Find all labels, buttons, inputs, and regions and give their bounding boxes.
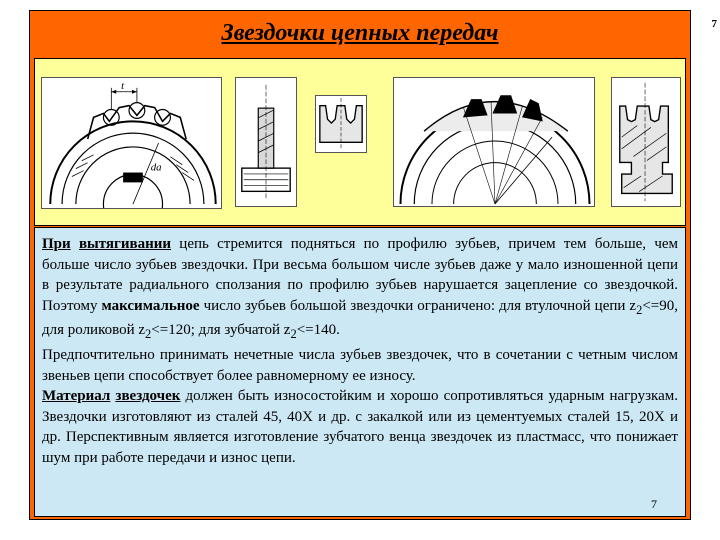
p3-lead-a: Материал: [42, 388, 111, 405]
p1-text-5: <=140.: [296, 322, 340, 339]
p1-text-4: <=120; для зубчатой z: [151, 322, 291, 339]
p1-sub-1: 2: [636, 302, 643, 317]
slide: [29, 10, 691, 520]
diameter-label: da: [150, 161, 162, 174]
hub-section-svg: [236, 78, 296, 206]
sprocket-hub-section: [235, 77, 297, 207]
tooth-cross-section-svg: [612, 78, 680, 206]
p1-bold-max: максимальное: [101, 297, 200, 314]
toothed-chain-sprocket-drawing: [393, 77, 595, 207]
illustrations-panel: [34, 58, 686, 226]
p1-lead-b: вытягивании: [78, 236, 172, 252]
p1-text-2: число зубьев большой звездочки ограничено: для втулочной цепи z: [199, 297, 637, 314]
page-number: 7: [711, 18, 717, 30]
text-panel: [34, 227, 686, 517]
roller-sprocket-svg: [42, 78, 221, 208]
p3-text-1: должен быть износостойким и хорошо сопротивляться ударным нагрузкам. Звездочки изготовляют из сталей 45, 40Х и др. с закалкой или из цементуемых сталей 15, 20Х и др. Перспективным является изготовление зубчатого венца звездочек из пластмасс, что понижает шум при работе передачи и износ цепи.: [42, 388, 678, 466]
tooth-cross-section: [611, 77, 681, 207]
slide-title: Звездочки цепных передач: [221, 19, 499, 46]
tooth-profile-svg: [316, 96, 366, 152]
p1-sub-2: 2: [145, 327, 152, 342]
p1-text-1: цепь стремится подняться по профилю зубьев, причем тем больше, чем больше число зубьев звездочки. При весьма большом числе зубьев даже у мало изношенной цепи в результате радиального сползания по профилю зубьев нарушается зацепление со звездочкой. Поэтому: [42, 236, 679, 314]
paragraph-stretching: [42, 234, 678, 345]
p1-text-3: <=90, для роликовой z: [42, 297, 678, 339]
title-bar: [30, 11, 690, 55]
p1-lead-a: При: [42, 236, 71, 252]
tooth-profile-section: [315, 95, 367, 153]
p3-lead-b: звездочек: [115, 388, 181, 405]
roller-sprocket-drawing: [41, 77, 222, 209]
slide-number: 7: [651, 497, 657, 511]
paragraph-odd-teeth: Предпочтительно принимать нечетные числа зубьев звездочек, что в сочетании с четным числом звеньев цепи способствует более равномерному ее износу.: [42, 346, 678, 384]
p1-sub-3: 2: [290, 327, 297, 342]
pitch-label: t: [121, 79, 125, 92]
paragraph-material: [42, 386, 678, 468]
toothed-sprocket-svg: [394, 78, 594, 206]
